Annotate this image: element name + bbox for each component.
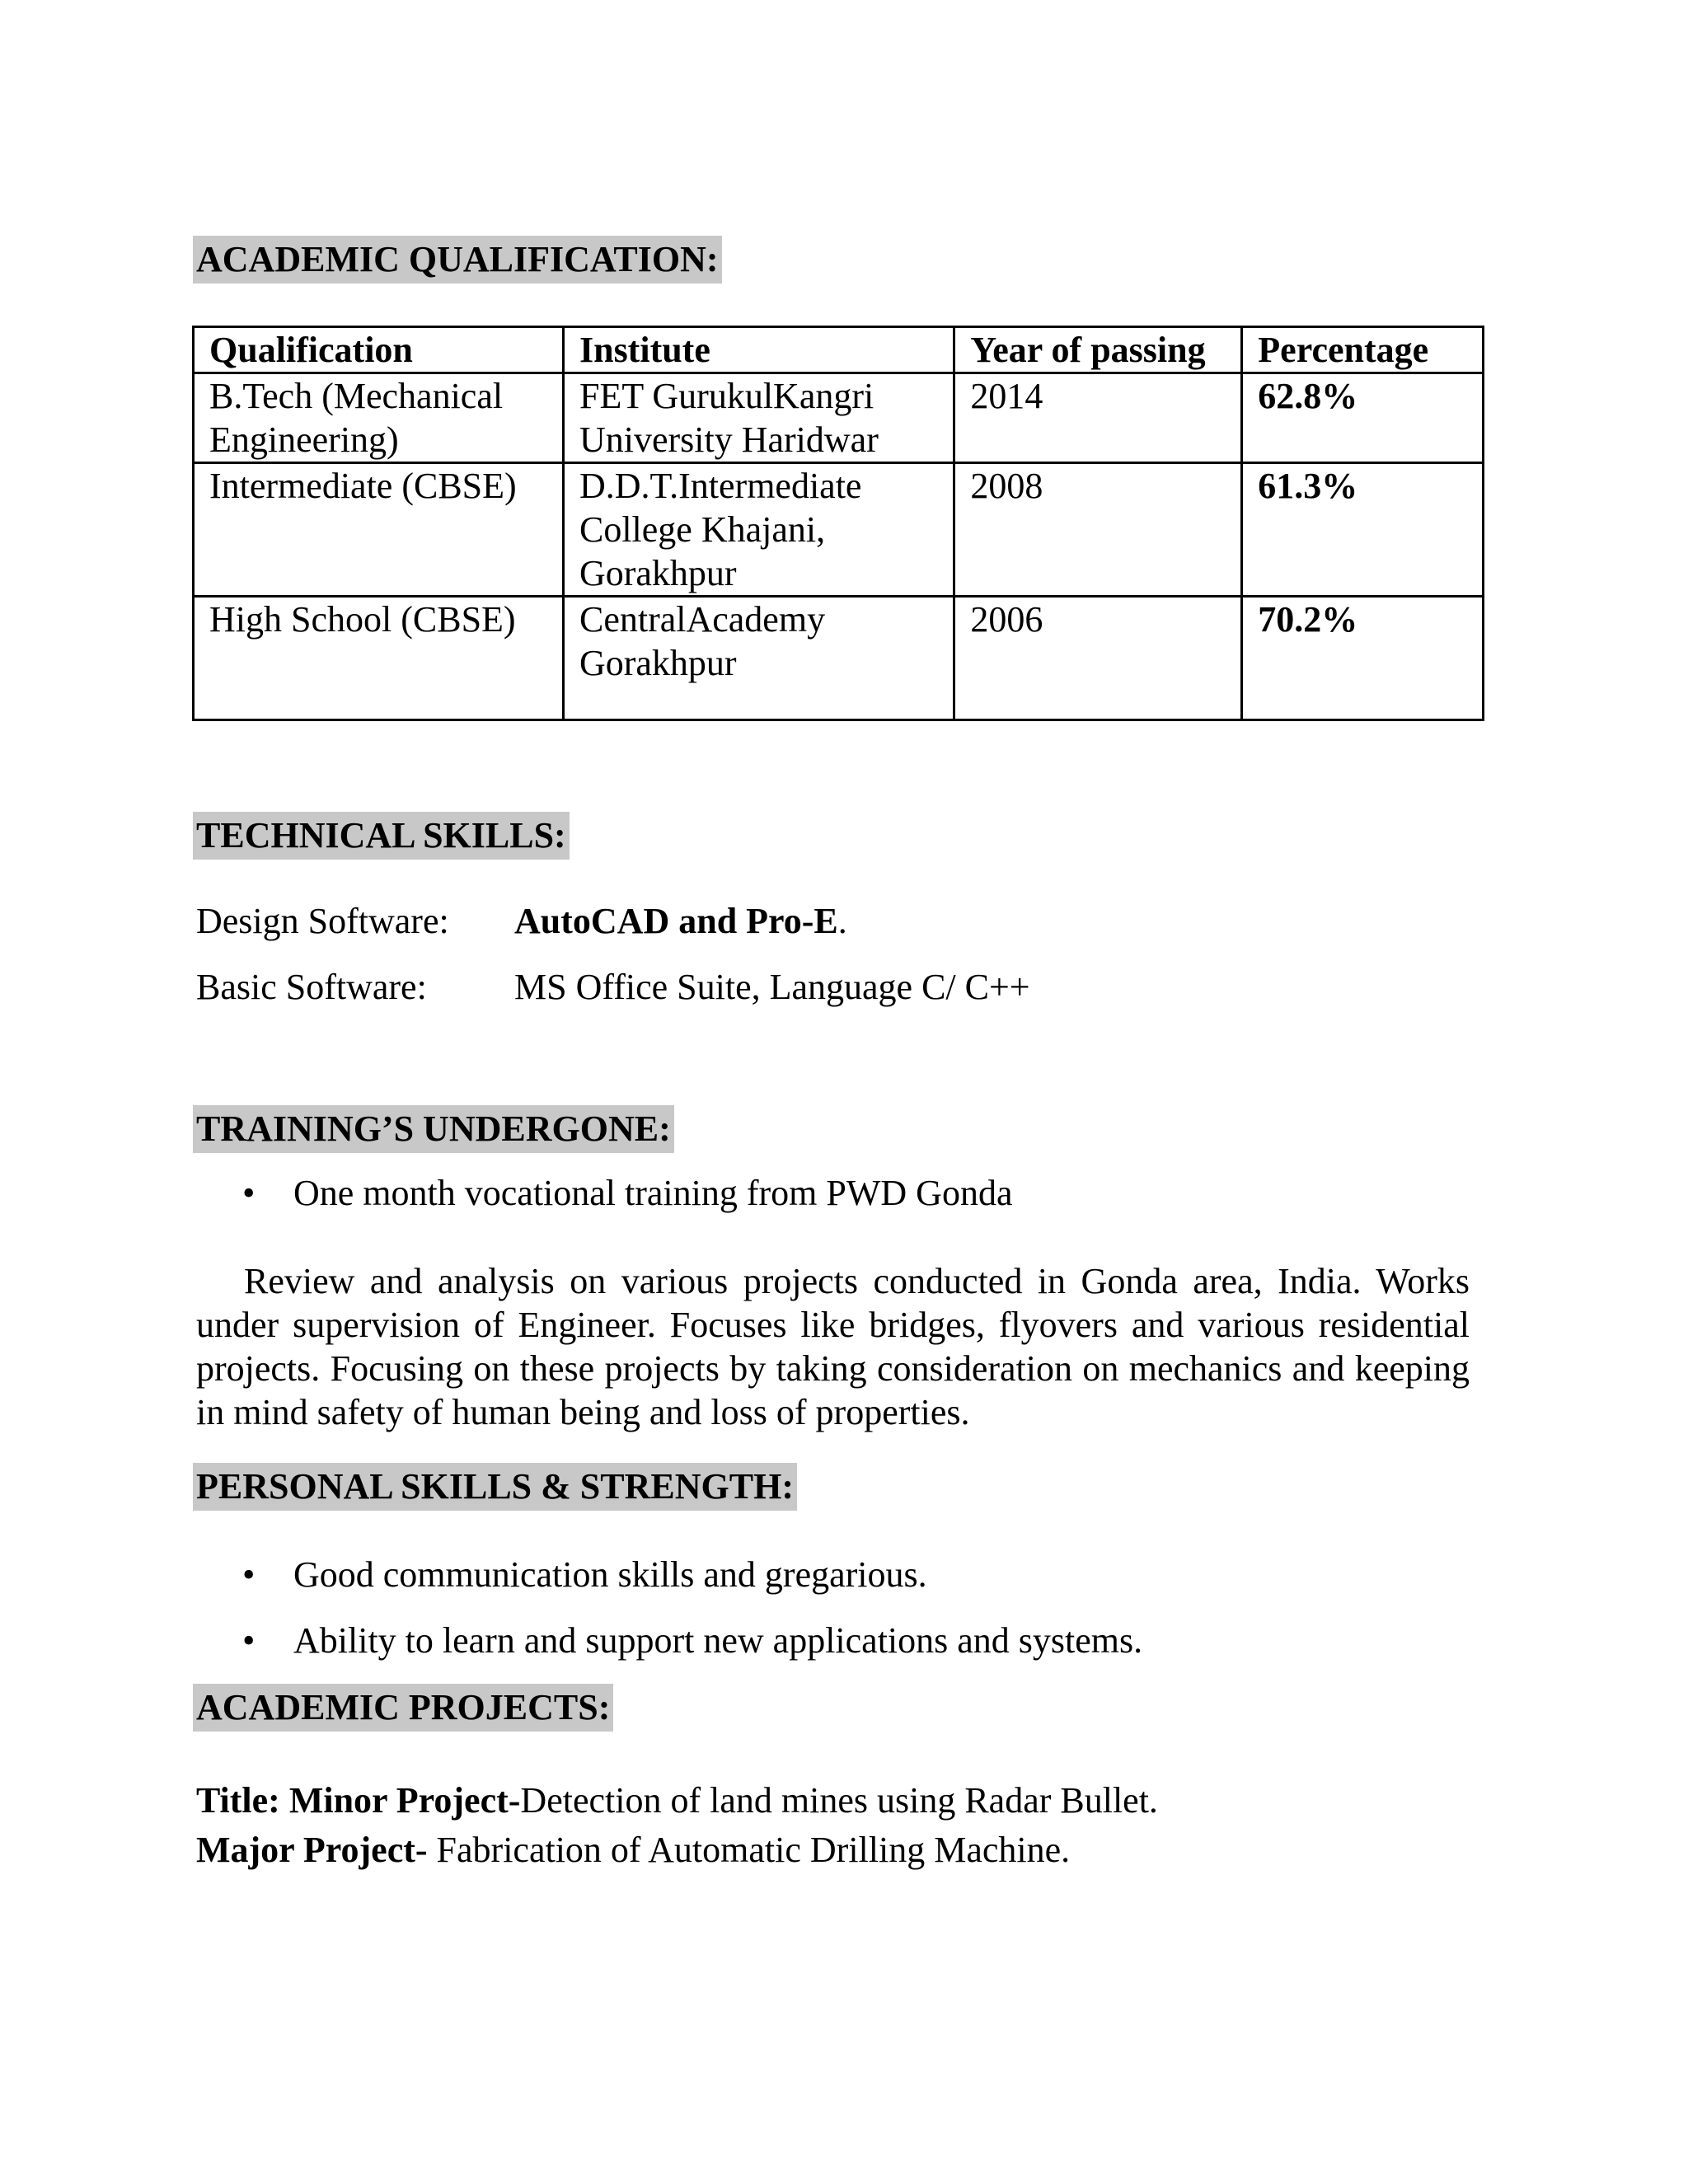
list-item-text: One month vocational training from PWD Gonda — [293, 1173, 1013, 1213]
percentage-cell: 61.3% — [1242, 463, 1484, 597]
qualification-cell: B.Tech (Mechanical Engineering) — [194, 373, 564, 463]
column-header: Institute — [563, 327, 954, 373]
academic-qualification-heading: ACADEMIC QUALIFICATION: — [193, 236, 722, 284]
design-software-value: AutoCAD and Pro-E — [514, 901, 838, 941]
minor-project-line — [196, 1776, 1158, 1825]
personal-skills-heading: PERSONAL SKILLS & STRENGTH: — [193, 1463, 797, 1511]
list-item — [196, 1170, 1012, 1216]
institute-cell: CentralAcademy Gorakhpur — [563, 597, 954, 720]
table-row — [194, 597, 1484, 720]
list-item-text: Ability to learn and support new applications and systems. — [293, 1620, 1143, 1661]
personal-skills-list — [196, 1552, 1142, 1664]
technical-skills-heading: TECHNICAL SKILLS: — [193, 812, 570, 860]
column-header: Percentage — [1242, 327, 1484, 373]
year-cell: 2014 — [954, 373, 1242, 463]
qualification-cell: High School (CBSE) — [194, 597, 564, 720]
qualification-cell: Intermediate (CBSE) — [194, 463, 564, 597]
list-item-text: Good communication skills and gregarious. — [293, 1554, 927, 1595]
bullet-icon: • — [242, 1620, 256, 1661]
column-header: Qualification — [194, 327, 564, 373]
basic-software-row — [196, 964, 1030, 1010]
percentage-cell: 70.2% — [1242, 597, 1484, 720]
design-software-row — [196, 898, 847, 944]
major-project-value: Fabrication of Automatic Drilling Machine. — [427, 1830, 1071, 1870]
list-item — [196, 1552, 1142, 1598]
institute-cell: D.D.T.Intermediate College Khajani, Gorakhpur — [563, 463, 954, 597]
qualification-table — [192, 326, 1484, 721]
major-project-label: Major Project- — [196, 1830, 428, 1870]
table-row — [194, 373, 1484, 463]
bullet-icon: • — [242, 1554, 256, 1595]
training-list — [196, 1170, 1012, 1216]
academic-projects-heading: ACADEMIC PROJECTS: — [193, 1684, 613, 1732]
list-item — [196, 1618, 1142, 1664]
column-header: Year of passing — [954, 327, 1242, 373]
year-cell: 2008 — [954, 463, 1242, 597]
basic-software-label: Basic Software: — [196, 967, 427, 1007]
major-project-line — [196, 1825, 1070, 1875]
bullet-icon: • — [242, 1173, 256, 1213]
training-description: Review and analysis on various projects conducted in Gonda area, India. Works under supervision of Engineer. Focuses like bridges, flyovers and various residential projects. Focusing on these projects by taking consideration on mechanics and keeping in mind safety of human being and loss of properties. — [196, 1261, 1470, 1432]
year-cell: 2006 — [954, 597, 1242, 720]
design-software-suffix: . — [837, 901, 847, 941]
minor-project-value: Detection of land mines using Radar Bullet. — [520, 1780, 1158, 1821]
institute-cell: FET GurukulKangri University Haridwar — [563, 373, 954, 463]
basic-software-value: MS Office Suite, Language C/ C++ — [514, 967, 1030, 1007]
trainings-heading: TRAINING’S UNDERGONE: — [193, 1105, 674, 1153]
minor-project-label: Title: Minor Project- — [196, 1780, 521, 1821]
percentage-cell: 62.8% — [1242, 373, 1484, 463]
table-row — [194, 463, 1484, 597]
design-software-label: Design Software: — [196, 901, 449, 941]
table-header-row — [194, 327, 1484, 373]
